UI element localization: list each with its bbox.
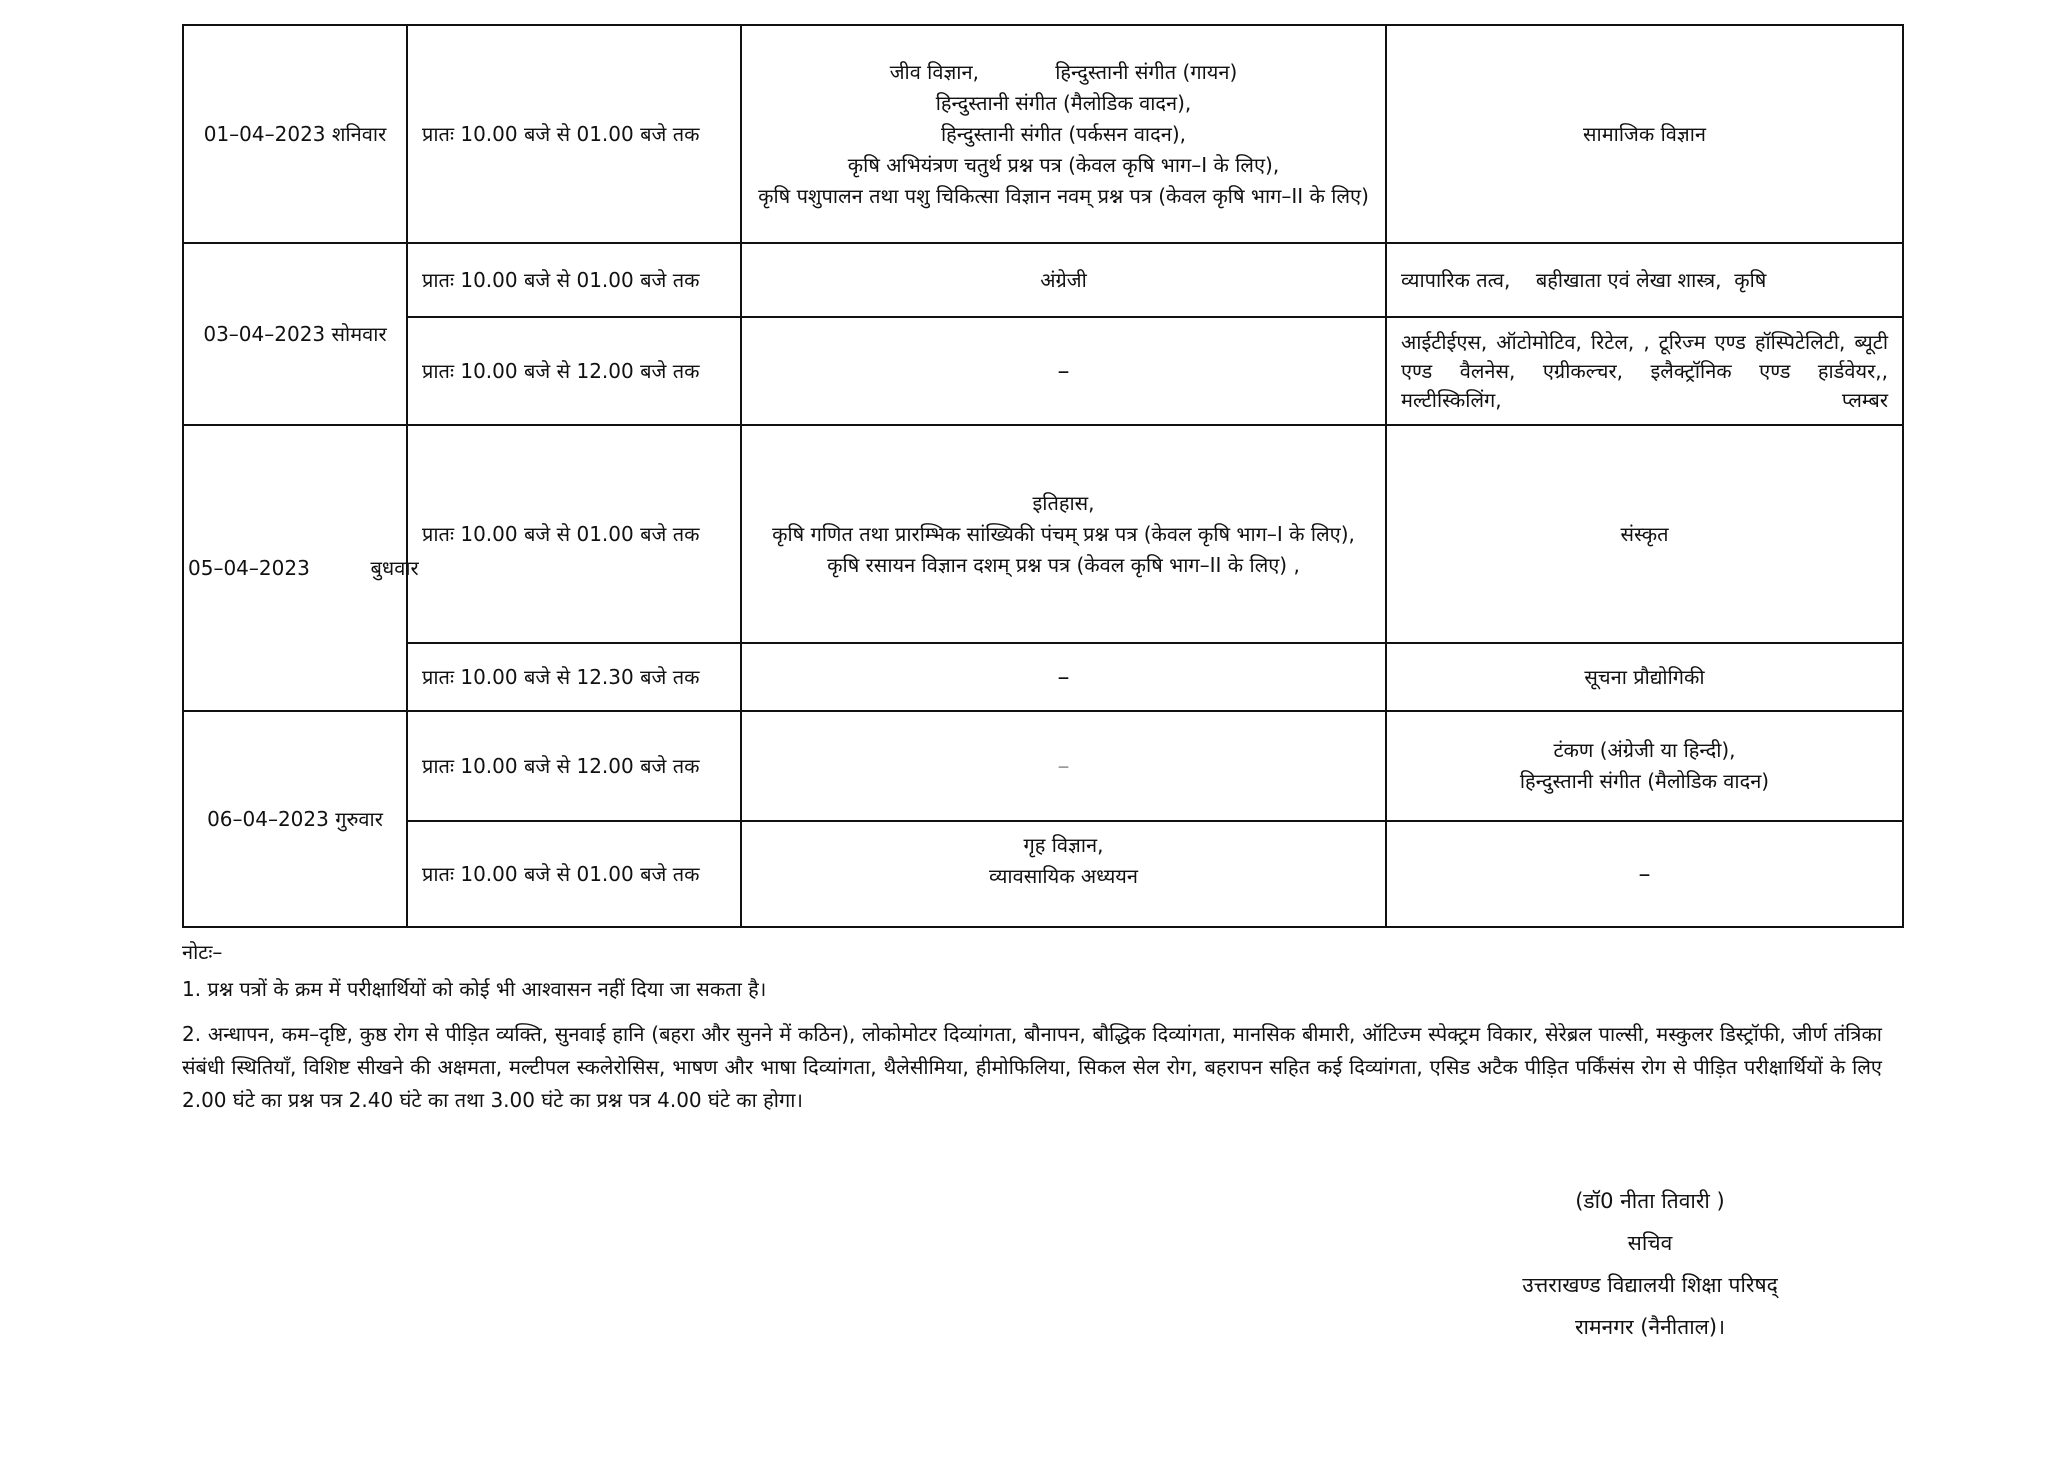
subject-line: हिन्दुस्तानी संगीत (पर्कसन वादन), [941, 121, 1186, 146]
table-row [183, 821, 1903, 927]
table-row [183, 25, 1903, 243]
subjects-cell: – [741, 317, 1386, 425]
subject-line: व्यावसायिक अध्ययन [988, 864, 1139, 888]
signatory-organization: उत्तराखण्ड विद्यालयी शिक्षा परिषद् [1522, 1273, 1778, 1297]
subjects-cell [741, 25, 1386, 243]
exam-date: 01–04–2023 शनिवार [183, 25, 407, 243]
exam-schedule-table [182, 24, 1904, 928]
subject-line: जीव विज्ञान, हिन्दुस्तानी संगीत (गायन) [889, 59, 1238, 84]
exam-day: बुधवार [370, 555, 419, 580]
subject-line: कृषि रसायन विज्ञान दशम् प्रश्न पत्र (केवल कृषि भाग–II के लिए) , [827, 552, 1300, 577]
subjects-cell [741, 425, 1386, 643]
subjects-cell: सूचना प्रौद्योगिकी [1386, 643, 1903, 711]
note-item: 2. अन्धापन, कम–दृष्टि, कुष्ठ रोग से पीड़ित व्यक्ति, सुनवाई हानि (बहरा और सुनने में कठिन), लोकोमोटर दिव्यांगता, बौनापन, बौद्धिक दिव्यांगता, मानसिक बीमारी, ऑटिज्म स्पेक्ट्रम विकार, सेरेब्रल पाल्सी, मस्कुलर डिस्ट्रॉफी, जीर्ण तंत्रिका संबंधी स्थितियॉं, विशिष्ट सीखने की अक्षमता, मल्टीपल स्कलेरोसिस, भाषण और भाषा दिव्यांगता, थैलेसीमिया, हीमोफिलिया, सिकल सेल रोग, बहरापन सहित कई दिव्यांगता, एसिड अटैक पीड़ित पर्किंसंस रोग से पीड़ित परीक्षार्थियों के लिए 2.00 घंटे का प्रश्न पत्र 2.40 घंटे का तथा 3.00 घंटे का प्रश्न पत्र 4.00 घंटे का होगा। [182, 1022, 1882, 1112]
exam-date: 06–04–2023 गुरुवार [183, 711, 407, 927]
exam-date: 03–04–2023 सोमवार [183, 243, 407, 425]
signature-block [1420, 1180, 1880, 1348]
exam-date: 05–04–2023 [188, 555, 310, 580]
subjects-cell [1386, 711, 1903, 821]
subject-line: कृषि अभियंत्रण चतुर्थ प्रश्न पत्र (केवल कृषि भाग–I के लिए), [847, 152, 1280, 177]
exam-time: प्रातः 10.00 बजे से 12.00 बजे तक [407, 317, 741, 425]
table-row [183, 317, 1903, 425]
subject-line: कृषि पशुपालन तथा पशु चिकित्सा विज्ञान नवम् प्रश्न पत्र (केवल कृषि भाग–II के लिए) [758, 183, 1369, 208]
subject-line: टंकण (अंग्रेजी या हिन्दी), [1553, 738, 1736, 762]
subjects-cell: – [1386, 821, 1903, 927]
note-item: 1. प्रश्न पत्रों के क्रम में परीक्षार्थियों को कोई भी आश्वासन नहीं दिया जा सकता है। [182, 977, 767, 1001]
subjects-cell: संस्कृत [1386, 425, 1903, 643]
exam-time: प्रातः 10.00 बजे से 01.00 बजे तक [407, 821, 741, 927]
exam-time: प्रातः 10.00 बजे से 01.00 बजे तक [407, 243, 741, 317]
subject-line: हिन्दुस्तानी संगीत (मैलोडिक वादन) [1519, 769, 1770, 793]
subjects-cell: व्यापारिक तत्व, बहीखाता एवं लेखा शास्त्र, कृषि [1386, 243, 1903, 317]
signatory-designation: सचिव [1627, 1231, 1673, 1255]
exam-time: प्रातः 10.00 बजे से 01.00 बजे तक [407, 425, 741, 643]
subjects-cell [741, 821, 1386, 927]
subject-line: कृषि गणित तथा प्रारम्भिक सांख्यिकी पंचम् प्रश्न पत्र (केवल कृषि भाग–I के लिए), [772, 521, 1355, 546]
table-row [183, 711, 1903, 821]
signatory-name: (डॉ0 नीता तिवारी ) [1575, 1189, 1725, 1213]
exam-date-cell [183, 425, 419, 711]
table-row [183, 243, 1903, 317]
exam-time: प्रातः 10.00 बजे से 12.00 बजे तक [407, 711, 741, 821]
notes-section [182, 936, 1882, 1129]
table-row [183, 643, 1903, 711]
notes-title: नोटः– [182, 940, 223, 964]
subjects-cell: – [741, 711, 1386, 821]
subjects-cell: सामाजिक विज्ञान [1386, 25, 1903, 243]
subject-line: गृह विज्ञान, [1023, 833, 1104, 857]
subjects-cell: आईटीईएस, ऑटोमोटिव, रिटेल, , टूरिज्म एण्ड हॉस्पिटेलिटी, ब्यूटी एण्ड वैलनेस, एग्रीकल्चर, इलैक्ट्रॉनिक एण्ड हार्डवेयर,, मल्टीस्किलिंग, प्लम्बर [1386, 317, 1903, 425]
subjects-cell: – [741, 643, 1386, 711]
table-row [183, 425, 1903, 643]
subject-line: हिन्दुस्तानी संगीत (मैलोडिक वादन), [935, 90, 1192, 115]
signatory-location: रामनगर (नैनीताल)। [1574, 1315, 1726, 1339]
exam-time: प्रातः 10.00 बजे से 01.00 बजे तक [407, 25, 741, 243]
exam-time: प्रातः 10.00 बजे से 12.30 बजे तक [407, 643, 741, 711]
subjects-cell: अंग्रेजी [741, 243, 1386, 317]
subject-line: इतिहास, [1032, 490, 1095, 515]
